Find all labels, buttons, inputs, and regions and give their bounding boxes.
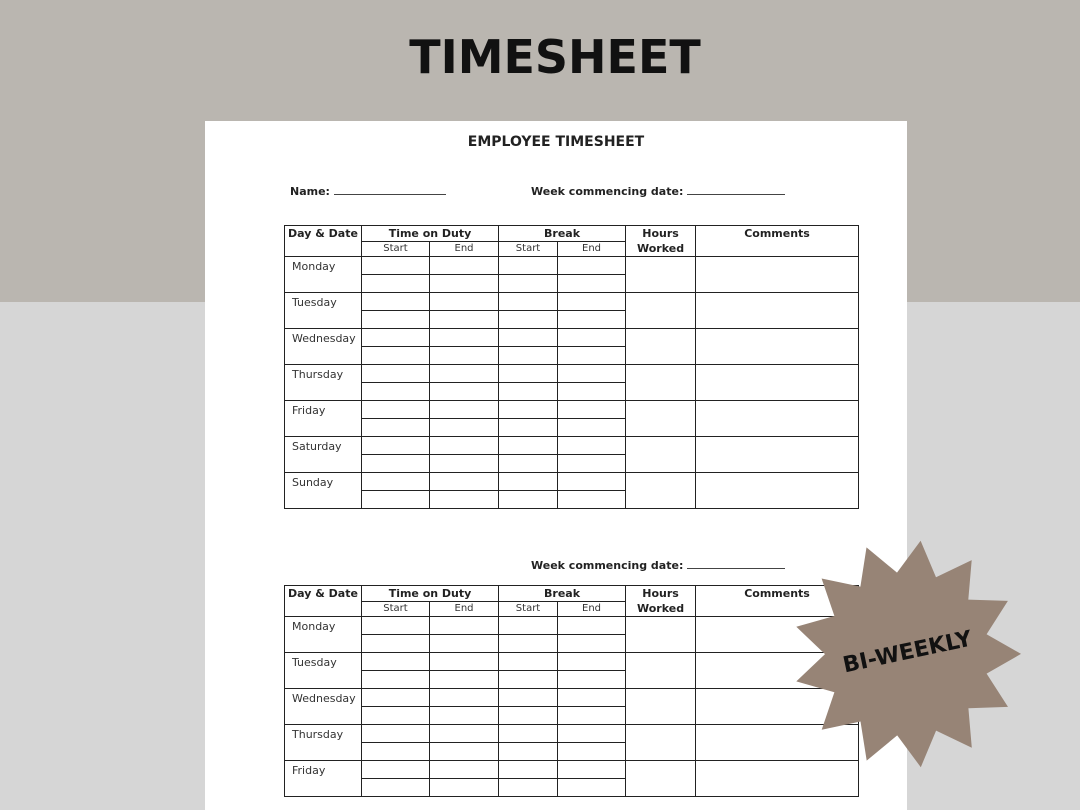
day-label: Thursday	[285, 725, 362, 761]
duty-start-cell[interactable]	[362, 329, 430, 347]
week-label-1: Week commencing date:	[531, 185, 684, 198]
duty-end-cell[interactable]	[430, 635, 499, 653]
break-end-cell[interactable]	[558, 329, 626, 347]
break-end-cell[interactable]	[558, 437, 626, 455]
header-break-start: Start	[499, 602, 558, 617]
duty-end-cell[interactable]	[430, 275, 499, 293]
duty-start-cell[interactable]	[362, 761, 430, 779]
duty-start-cell[interactable]	[362, 779, 430, 797]
header-time-on-duty: Time on Duty	[362, 586, 499, 602]
duty-end-cell[interactable]	[430, 347, 499, 365]
break-end-cell[interactable]	[558, 689, 626, 707]
duty-start-cell[interactable]	[362, 743, 430, 761]
hours-worked-cell[interactable]	[626, 293, 696, 329]
duty-start-cell[interactable]	[362, 707, 430, 725]
duty-end-cell[interactable]	[430, 455, 499, 473]
duty-start-cell[interactable]	[362, 635, 430, 653]
day-label: Wednesday	[285, 329, 362, 365]
hours-worked-cell[interactable]	[626, 653, 696, 689]
comments-cell[interactable]	[696, 473, 859, 509]
break-start-cell[interactable]	[499, 779, 558, 797]
duty-end-cell[interactable]	[430, 365, 499, 383]
bi-weekly-label: BI-WEEKLY	[840, 626, 975, 679]
hours-worked-cell[interactable]	[626, 725, 696, 761]
header-break: Break	[499, 226, 626, 242]
name-label: Name:	[290, 185, 330, 198]
break-start-cell[interactable]	[499, 743, 558, 761]
duty-end-cell[interactable]	[430, 779, 499, 797]
break-start-cell[interactable]	[499, 455, 558, 473]
break-start-cell[interactable]	[499, 761, 558, 779]
duty-end-cell[interactable]	[430, 383, 499, 401]
week-blank-line-1	[687, 184, 785, 195]
break-end-cell[interactable]	[558, 491, 626, 509]
break-start-cell[interactable]	[499, 617, 558, 635]
duty-start-cell[interactable]	[362, 419, 430, 437]
break-end-cell[interactable]	[558, 707, 626, 725]
duty-start-cell[interactable]	[362, 725, 430, 743]
day-label: Monday	[285, 617, 362, 653]
duty-end-cell[interactable]	[430, 293, 499, 311]
hours-worked-cell[interactable]	[626, 329, 696, 365]
break-end-cell[interactable]	[558, 419, 626, 437]
break-start-cell[interactable]	[499, 275, 558, 293]
header-break-end: End	[558, 242, 626, 257]
duty-end-cell[interactable]	[430, 419, 499, 437]
break-end-cell[interactable]	[558, 671, 626, 689]
hours-worked-cell[interactable]	[626, 617, 696, 653]
comments-cell[interactable]	[696, 365, 859, 401]
break-start-cell[interactable]	[499, 419, 558, 437]
header-day-date: Day & Date	[285, 586, 362, 617]
day-label: Friday	[285, 401, 362, 437]
break-start-cell[interactable]	[499, 329, 558, 347]
week-field-1	[531, 184, 785, 198]
header-hours-worked: Hours Worked	[626, 226, 696, 257]
duty-end-cell[interactable]	[430, 491, 499, 509]
week-blank-line-2	[687, 558, 785, 569]
header-duty-end: End	[430, 602, 499, 617]
timesheet-table-week1	[284, 225, 859, 509]
hours-worked-cell[interactable]	[626, 473, 696, 509]
duty-end-cell[interactable]	[430, 707, 499, 725]
break-end-cell[interactable]	[558, 275, 626, 293]
duty-start-cell[interactable]	[362, 437, 430, 455]
break-end-cell[interactable]	[558, 779, 626, 797]
duty-end-cell[interactable]	[430, 257, 499, 275]
header-duty-start: Start	[362, 242, 430, 257]
duty-start-cell[interactable]	[362, 455, 430, 473]
duty-end-cell[interactable]	[430, 617, 499, 635]
header-hours-worked: Hours Worked	[626, 586, 696, 617]
duty-start-cell[interactable]	[362, 383, 430, 401]
comments-cell[interactable]	[696, 401, 859, 437]
break-start-cell[interactable]	[499, 725, 558, 743]
day-label: Friday	[285, 761, 362, 797]
hours-worked-cell[interactable]	[626, 401, 696, 437]
break-start-cell[interactable]	[499, 635, 558, 653]
break-end-cell[interactable]	[558, 725, 626, 743]
break-start-cell[interactable]	[499, 671, 558, 689]
break-end-cell[interactable]	[558, 365, 626, 383]
comments-cell[interactable]	[696, 293, 859, 329]
break-start-cell[interactable]	[499, 401, 558, 419]
break-start-cell[interactable]	[499, 383, 558, 401]
break-end-cell[interactable]	[558, 761, 626, 779]
day-label: Tuesday	[285, 653, 362, 689]
break-end-cell[interactable]	[558, 635, 626, 653]
hours-worked-cell[interactable]	[626, 257, 696, 293]
duty-end-cell[interactable]	[430, 437, 499, 455]
timesheet-table-week2	[284, 585, 859, 797]
duty-start-cell[interactable]	[362, 491, 430, 509]
duty-end-cell[interactable]	[430, 473, 499, 491]
hours-worked-cell[interactable]	[626, 365, 696, 401]
header-break-start: Start	[499, 242, 558, 257]
duty-start-cell[interactable]	[362, 653, 430, 671]
day-label: Tuesday	[285, 293, 362, 329]
duty-start-cell[interactable]	[362, 617, 430, 635]
break-start-cell[interactable]	[499, 653, 558, 671]
break-start-cell[interactable]	[499, 689, 558, 707]
day-label: Monday	[285, 257, 362, 293]
duty-end-cell[interactable]	[430, 761, 499, 779]
comments-cell[interactable]	[696, 329, 859, 365]
hours-worked-cell[interactable]	[626, 761, 696, 797]
duty-start-cell[interactable]	[362, 257, 430, 275]
break-end-cell[interactable]	[558, 383, 626, 401]
break-start-cell[interactable]	[499, 707, 558, 725]
duty-end-cell[interactable]	[430, 725, 499, 743]
break-end-cell[interactable]	[558, 617, 626, 635]
name-field	[290, 184, 446, 198]
duty-start-cell[interactable]	[362, 293, 430, 311]
duty-start-cell[interactable]	[362, 401, 430, 419]
duty-end-cell[interactable]	[430, 329, 499, 347]
duty-start-cell[interactable]	[362, 671, 430, 689]
duty-end-cell[interactable]	[430, 743, 499, 761]
comments-cell[interactable]	[696, 437, 859, 473]
week-label-2: Week commencing date:	[531, 559, 684, 572]
break-start-cell[interactable]	[499, 311, 558, 329]
header-comments: Comments	[696, 586, 859, 617]
duty-end-cell[interactable]	[430, 689, 499, 707]
day-label: Thursday	[285, 365, 362, 401]
day-label: Wednesday	[285, 689, 362, 725]
header-time-on-duty: Time on Duty	[362, 226, 499, 242]
header-duty-end: End	[430, 242, 499, 257]
break-start-cell[interactable]	[499, 365, 558, 383]
document-title: EMPLOYEE TIMESHEET	[467, 134, 645, 150]
hours-worked-cell[interactable]	[626, 689, 696, 725]
break-end-cell[interactable]	[558, 293, 626, 311]
break-end-cell[interactable]	[558, 257, 626, 275]
break-end-cell[interactable]	[558, 401, 626, 419]
header-break: Break	[499, 586, 626, 602]
duty-start-cell[interactable]	[362, 365, 430, 383]
duty-end-cell[interactable]	[430, 401, 499, 419]
day-label: Sunday	[285, 473, 362, 509]
duty-start-cell[interactable]	[362, 473, 430, 491]
break-start-cell[interactable]	[499, 293, 558, 311]
header-break-end: End	[558, 602, 626, 617]
duty-start-cell[interactable]	[362, 311, 430, 329]
banner-title: TIMESHEET	[409, 30, 701, 84]
break-end-cell[interactable]	[558, 347, 626, 365]
break-start-cell[interactable]	[499, 347, 558, 365]
break-end-cell[interactable]	[558, 743, 626, 761]
duty-start-cell[interactable]	[362, 689, 430, 707]
break-start-cell[interactable]	[499, 257, 558, 275]
duty-start-cell[interactable]	[362, 347, 430, 365]
break-start-cell[interactable]	[499, 437, 558, 455]
name-blank-line	[334, 184, 446, 195]
duty-end-cell[interactable]	[430, 653, 499, 671]
header-day-date: Day & Date	[285, 226, 362, 257]
comments-cell[interactable]	[696, 257, 859, 293]
header-comments: Comments	[696, 226, 859, 257]
duty-start-cell[interactable]	[362, 275, 430, 293]
break-end-cell[interactable]	[558, 653, 626, 671]
header-duty-start: Start	[362, 602, 430, 617]
break-end-cell[interactable]	[558, 455, 626, 473]
break-end-cell[interactable]	[558, 311, 626, 329]
break-end-cell[interactable]	[558, 473, 626, 491]
day-label: Saturday	[285, 437, 362, 473]
week-field-2	[531, 558, 785, 572]
hours-worked-cell[interactable]	[626, 437, 696, 473]
break-start-cell[interactable]	[499, 473, 558, 491]
duty-end-cell[interactable]	[430, 671, 499, 689]
break-start-cell[interactable]	[499, 491, 558, 509]
duty-end-cell[interactable]	[430, 311, 499, 329]
